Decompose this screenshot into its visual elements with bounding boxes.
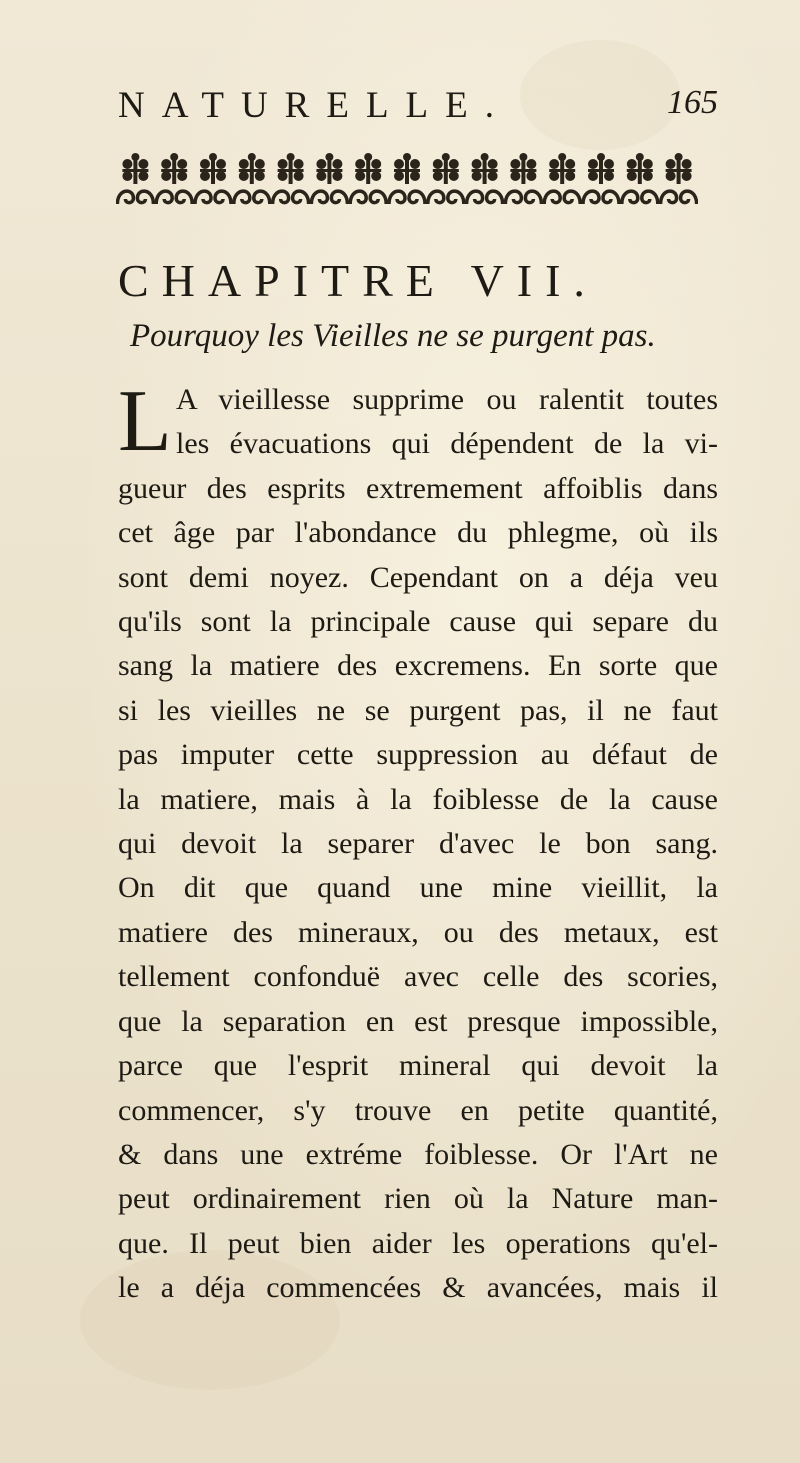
text-line: qui devoit la separer d'avec le bon sang. (118, 827, 718, 861)
text-line: sang la matiere des excremens. En sorte que (118, 649, 718, 683)
fleuron-ornament (583, 153, 619, 204)
fleuron-ornament (350, 153, 386, 204)
text-line: la matiere, mais à la foiblesse de la cause (118, 782, 718, 816)
text-line-1: L A vieillesse supprime ou ralentit toutes (118, 373, 718, 470)
body-text (118, 373, 718, 1311)
text-line: peut ordinairement rien où la Nature man- (118, 1182, 718, 1216)
text-line: gueur des esprits extremement affoiblis dans (118, 471, 718, 505)
fleuron-ornament (428, 153, 464, 204)
text-line: commencer, s'y trouve en petite quantité, (118, 1093, 718, 1127)
fleuron-ornament (234, 153, 270, 204)
ornament-band (116, 152, 698, 212)
chapter-title: CHAPITRE VII. (118, 255, 598, 306)
fleuron-ornament (156, 153, 192, 204)
text-line: & dans une extréme foiblesse. Or l'Art ne (118, 1137, 718, 1171)
fleuron-ornament (467, 153, 503, 204)
text-line: cet âge par l'abondance du phlegme, où ils (118, 516, 718, 550)
text-line: que. Il peut bien aider les operations qu'el- (118, 1226, 718, 1260)
fleuron-ornament (505, 153, 541, 204)
ornament-fleurons (117, 153, 696, 204)
text-line: matiere des mineraux, ou des metaux, est (118, 915, 718, 949)
text-line: que la separation en est presque impossible, (118, 1004, 718, 1038)
drop-cap: L (118, 373, 172, 470)
text-line: On dit que quand une mine vieillit, la (118, 871, 718, 905)
fleuron-ornament (389, 153, 425, 204)
text-line-2: les évacuations qui dépendent de la vi- (176, 427, 718, 461)
fleuron-ornament (117, 153, 153, 204)
fleuron-ornament (273, 153, 309, 204)
text-line: tellement confonduë avec celle des scories, (118, 960, 718, 994)
fleuron-ornament (622, 153, 658, 204)
text-line: sont demi noyez. Cependant on a déja veu (118, 560, 718, 594)
fleuron-ornament (311, 153, 347, 204)
running-title: NATURELLE. (118, 85, 511, 126)
running-head (118, 84, 718, 128)
text-line: qu'ils sont la principale cause qui separe du (118, 605, 718, 639)
text-line: le a déja commencées & avancées, mais il (118, 1271, 718, 1305)
fleuron-ornament (661, 153, 697, 204)
chapter-subtitle: Pourquoy les Vieilles ne se purgent pas. (130, 318, 656, 354)
fleuron-ornament (544, 153, 580, 204)
fleuron-ornament (195, 153, 231, 204)
text-line: parce que l'esprit mineral qui devoit la (118, 1049, 718, 1083)
text-line: si les vieilles ne se purgent pas, il ne faut (118, 693, 718, 727)
text-line: pas imputer cette suppression au défaut de (118, 738, 718, 772)
page-number: 165 (667, 84, 718, 121)
